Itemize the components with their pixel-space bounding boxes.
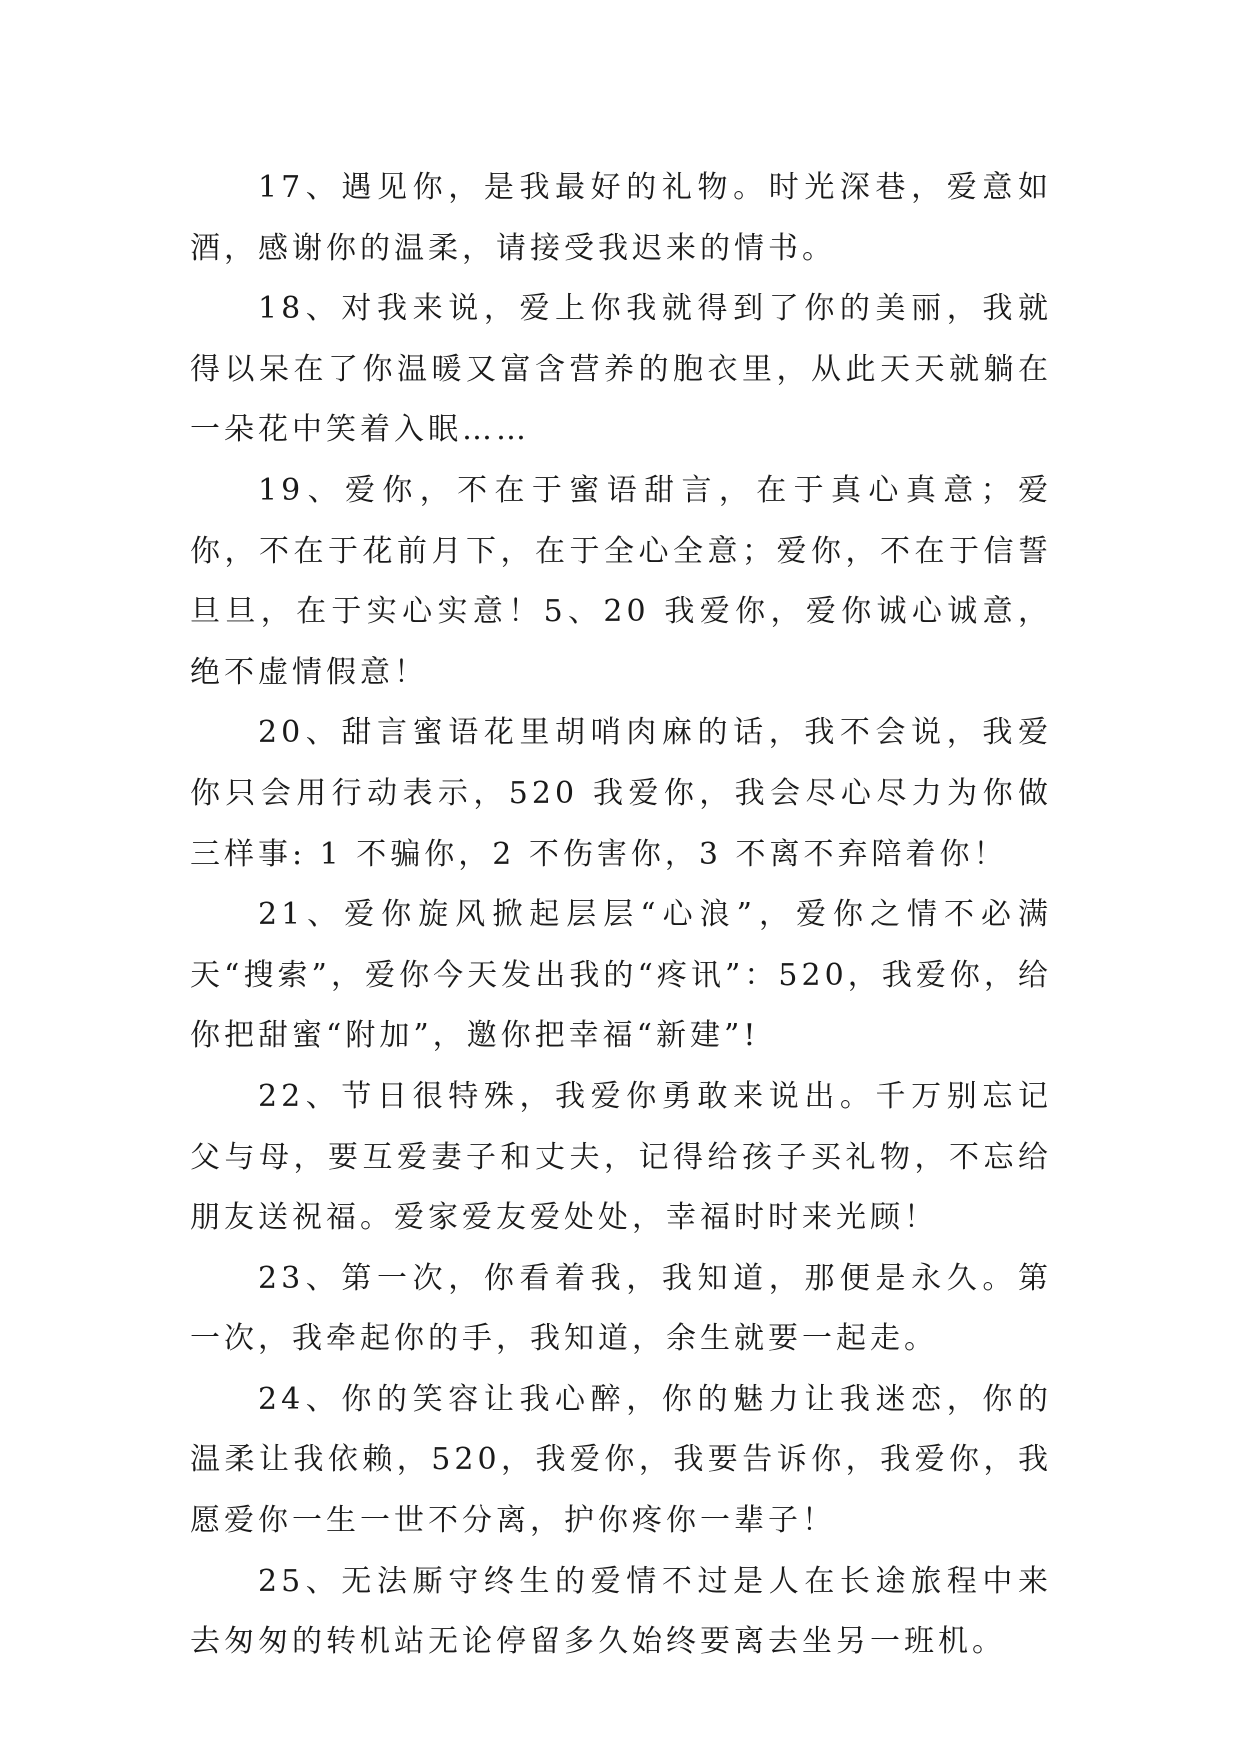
paragraph-18: 18、对我来说，爱上你我就得到了你的美丽，我就得以呆在了你温暖又富含营养的胞衣里，从此天天就躺在一朵花中笑着入眠…… [190, 291, 1052, 448]
paragraph-19: 19、爱你，不在于蜜语甜言，在于真心真意；爱你，不在于花前月下，在于全心全意；爱你，不在于信誓旦旦，在于实心实意！5、20 我爱你，爱你诚心诚意，绝不虚情假意！ [190, 472, 1052, 690]
document-body [190, 158, 1052, 1673]
paragraph-23: 23、第一次，你看着我，我知道，那便是永久。第一次，我牵起你的手，我知道，余生就要一起走。 [190, 1260, 1052, 1357]
paragraph-24: 24、你的笑容让我心醉，你的魅力让我迷恋，你的温柔让我依赖，520，我爱你，我要告诉你，我爱你，我愿爱你一生一世不分离，护你疼你一辈子！ [190, 1381, 1052, 1539]
paragraph-21: 21、爱你旋风掀起层层“心浪”，爱你之情不必满天“搜索”，爱你今天发出我的“疼讯”：520，我爱你，给你把甜蜜“附加”，邀你把幸福“新建”! [190, 897, 1052, 1054]
paragraph-17: 17、遇见你，是我最好的礼物。时光深巷，爱意如酒，感谢你的温柔，请接受我迟来的情书。 [190, 170, 1052, 266]
paragraph-25: 25、无法厮守终生的爱情不过是人在长途旅程中来去匆匆的转机站无论停留多久始终要离去坐另一班机。 [190, 1563, 1052, 1660]
paragraph-22: 22、节日很特殊，我爱你勇敢来说出。千万别忘记父与母，要互爱妻子和丈夫，记得给孩子买礼物，不忘给朋友送祝福。爱家爱友爱处处，幸福时时来光顾！ [190, 1078, 1052, 1236]
paragraph-20: 20、甜言蜜语花里胡哨肉麻的话，我不会说，我爱你只会用行动表示，520 我爱你，我会尽心尽力为你做三样事: 1 不骗你，2 不伤害你，3 不离不弃陪着你！ [190, 715, 1052, 872]
